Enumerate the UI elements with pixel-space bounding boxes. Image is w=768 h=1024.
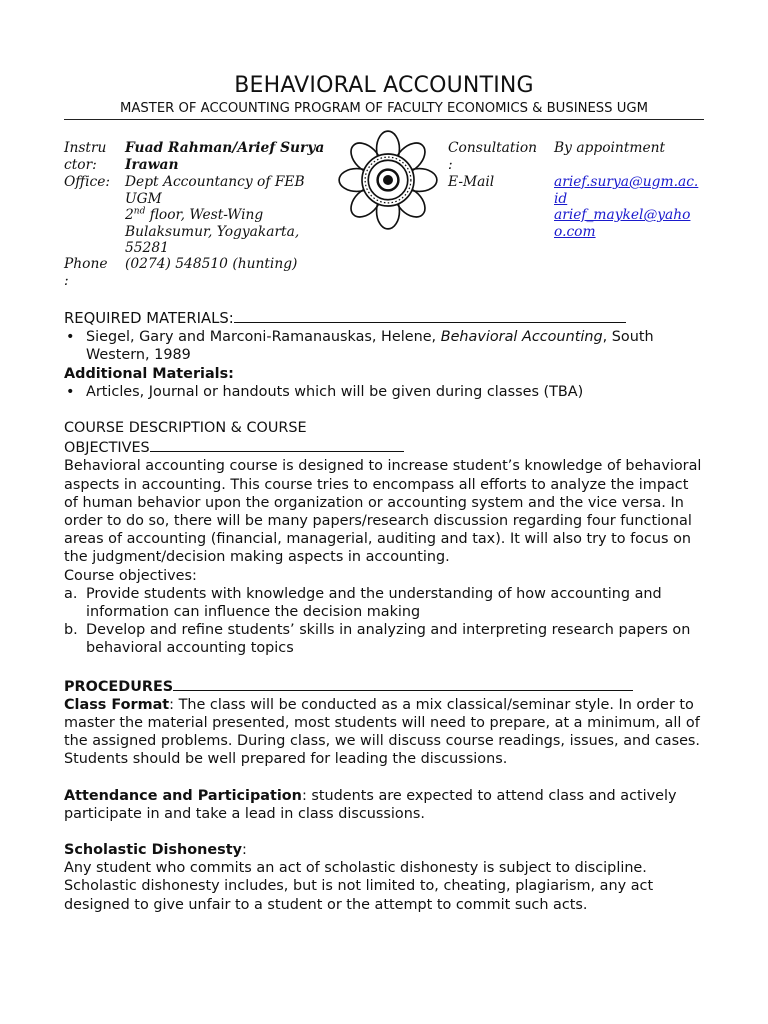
scholastic-label: Scholastic Dishonesty bbox=[64, 842, 242, 859]
email-link-yahoo[interactable]: arief_maykel@yahoo.com bbox=[554, 207, 691, 240]
course-description-heading-line2 bbox=[64, 437, 706, 457]
scholastic-heading bbox=[64, 841, 706, 859]
list-marker: b. bbox=[64, 622, 78, 639]
heading-underline bbox=[173, 676, 633, 691]
list-marker: a. bbox=[64, 585, 78, 602]
required-item-rest: , South Western, 1989 bbox=[86, 329, 654, 364]
additional-materials-list bbox=[64, 383, 706, 401]
instructor-value bbox=[125, 140, 337, 173]
course-objectives-list bbox=[64, 585, 706, 658]
class-format-label: Class Format bbox=[64, 696, 170, 713]
objective-text: Provide students with knowledge and the understanding of how accounting and information can influence the decision making bbox=[86, 585, 662, 621]
email-label: E-Mail bbox=[448, 174, 495, 190]
course-description-heading-line1: COURSE DESCRIPTION & COURSE bbox=[64, 420, 307, 437]
course-objectives-label: Course objectives: bbox=[64, 567, 197, 584]
office-value bbox=[125, 174, 337, 257]
procedures-heading-text: PROCEDURES bbox=[64, 678, 174, 695]
list-item bbox=[64, 328, 706, 364]
phone-label: Phone : bbox=[64, 256, 108, 289]
office-floor-number: 2 bbox=[125, 207, 134, 224]
email-link-ugm[interactable]: arief.surya@ugm.ac.id bbox=[554, 174, 699, 207]
document-subtitle: MASTER OF ACCOUNTING PROGRAM OF FACULTY ECONOMICS & BUSINESS UGM bbox=[120, 101, 648, 116]
document-title: BEHAVIORAL ACCOUNTING bbox=[234, 73, 534, 98]
course-description-paragraph: Behavioral accounting course is designed to increase student’s knowledge of behavioral aspects in accounting. This course tries to encompass all efforts to analyze the impact of human behavior upon the organization or accounting system and the vice versa. In order to do so, there will be many papers/research discussion regarding four functional areas of accounting (financial, managerial, auditing and tax). It will also try to focus on the judgment/decision making aspects in accounting. bbox=[64, 458, 702, 566]
office-label: Office: bbox=[64, 174, 111, 190]
instructor-names: Fuad Rahman/Arief Surya Irawan bbox=[125, 140, 325, 173]
list-item: • Articles, Journal or handouts which will be given during classes (TBA) bbox=[64, 383, 706, 401]
consultation-label: Consultation : bbox=[448, 140, 538, 173]
syllabus-content bbox=[64, 308, 706, 914]
office-line-dept: Dept Accountancy of FEB UGM bbox=[125, 174, 305, 207]
office-line-floor bbox=[125, 207, 337, 224]
phone-value: (0274) 548510 (hunting) bbox=[125, 256, 298, 272]
header-rule bbox=[64, 119, 704, 120]
office-line-address: Bulaksumur, Yogyakarta, 55281 bbox=[125, 223, 300, 257]
required-materials-list bbox=[64, 328, 706, 364]
consultation-value: By appointment bbox=[554, 140, 666, 156]
scholastic-paragraph: Any student who commits an act of scholastic dishonesty is subject to discipline. Scholastic dishonesty includes, but is not limited to, cheating, plagiarism, any act designed to give unfair to a student or the attempt to commit such acts. bbox=[64, 860, 654, 913]
list-item bbox=[64, 585, 706, 621]
heading-underline bbox=[150, 437, 404, 452]
class-format-text: : The class will be conducted as a mix classical/seminar style. In order to master the material presented, most students will need to prepare, at a minimum, all of the assigned problems. During class, we will discuss course readings, issues, and cases. Students should be well prepared for leading the discussions. bbox=[64, 696, 700, 768]
required-item-author: Siegel, Gary and Marconi-Ramanauskas, Helene, bbox=[86, 329, 441, 346]
email-values bbox=[554, 174, 702, 240]
list-item bbox=[64, 621, 706, 657]
ugm-seal-logo bbox=[336, 128, 440, 232]
office-floor-suffix: nd bbox=[133, 206, 146, 217]
objective-text: Develop and refine students’ skills in analyzing and interpreting research papers on behavioral accounting topics bbox=[86, 622, 691, 657]
required-heading-text: REQUIRED MATERIALS: bbox=[64, 310, 234, 327]
scholastic-colon: : bbox=[242, 842, 247, 859]
attendance-text: : students are expected to attend class and actively participate in and take a lead in class discussions. bbox=[64, 787, 677, 822]
office-floor-rest: floor, West-Wing bbox=[145, 207, 264, 224]
heading-underline bbox=[234, 308, 626, 323]
course-heading-text: OBJECTIVES bbox=[64, 440, 150, 457]
attendance-paragraph bbox=[64, 787, 706, 823]
additional-materials-heading: Additional Materials: bbox=[64, 365, 234, 382]
procedures-heading bbox=[64, 676, 706, 696]
required-item-title: Behavioral Accounting bbox=[440, 329, 603, 346]
attendance-label: Attendance and Participation bbox=[64, 787, 302, 804]
required-materials-heading bbox=[64, 308, 706, 328]
class-format-paragraph bbox=[64, 696, 706, 769]
instructor-label: Instru ctor: bbox=[64, 140, 107, 173]
